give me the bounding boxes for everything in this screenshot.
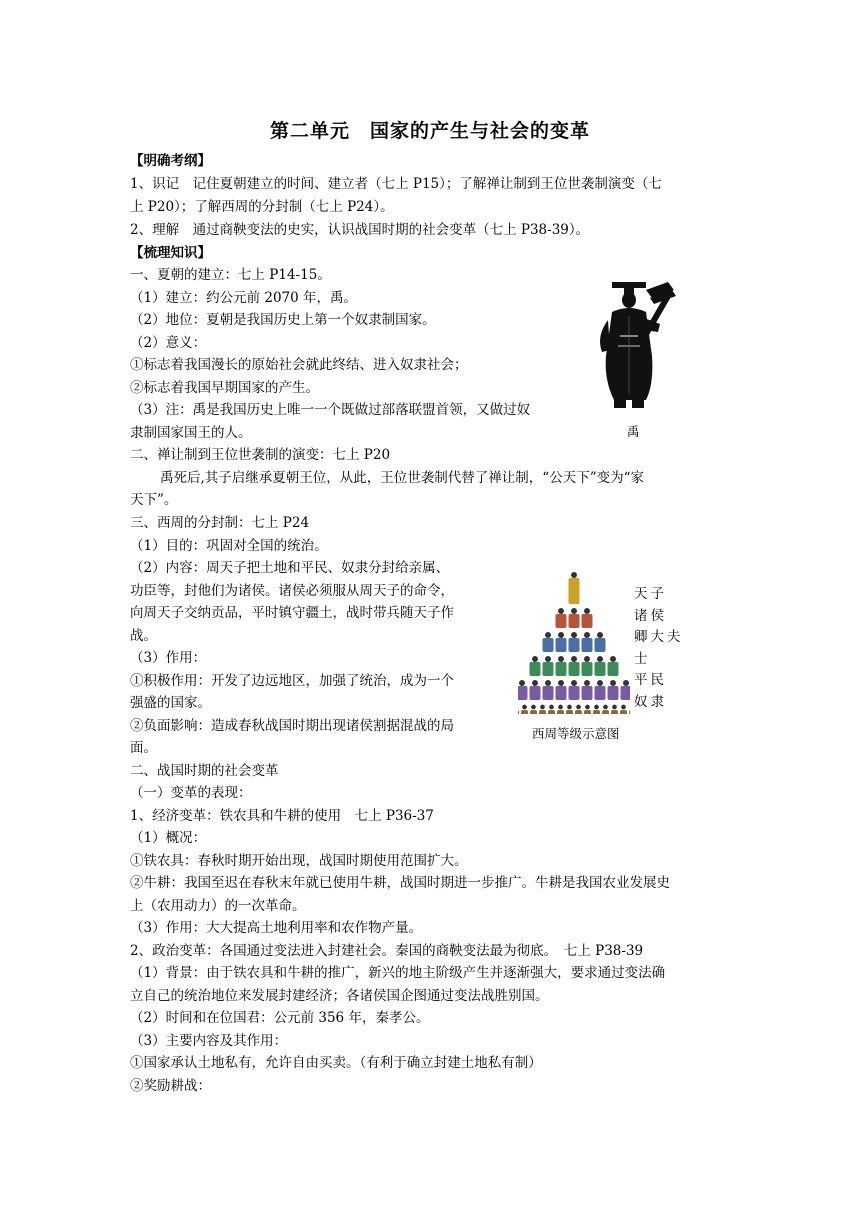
text-line: 二、战国时期的社会变革 (130, 763, 279, 779)
text-line: 上 P20）；了解西周的分封制（七上 P24）。 (130, 199, 394, 215)
text-line: 立自己的统治地位来发展封建经济；各诸侯国企图通过变法战胜别国。 (130, 988, 549, 1004)
yu-figure-image (588, 276, 680, 416)
hierarchy-caption: 西周等级示意图 (532, 726, 620, 741)
text-line: 三、西周的分封制：七上 P24 (130, 515, 310, 531)
text-line: 2、理解 通过商鞅变法的史实，认识战国时期的社会变革（七上 P38-39）。 (130, 222, 590, 238)
text-line: （3）作用： (130, 650, 207, 666)
text-line: ②牛耕：我国至迟在春秋末年就已使用牛耕，战国时期进一步推广。牛耕是我国农业发展史 (130, 875, 670, 891)
text-line: 向周天子交纳贡品，平时镇守疆土，战时带兵随天子作 (130, 605, 454, 621)
text-line: （一）变革的表现： (130, 785, 252, 801)
text-line: （1）概况： (130, 830, 207, 846)
text-line: （3）主要内容及其作用： (130, 1033, 288, 1049)
text-line: （1）背景：由于铁农具和牛耕的推广，新兴的地主阶级产生并逐渐强大，要求通过变法确 (130, 965, 666, 981)
text-line: 禹死后,其子启继承夏朝王位，从此，王位世袭制代替了禅让制，“公天下”变为“家 (160, 470, 644, 486)
text-line: 上（农用动力）的一次革命。 (130, 898, 306, 914)
text-line: 1、经济变革：铁农具和牛耕的使用 七上 P36-37 (130, 808, 434, 824)
text-line: 战。 (130, 628, 157, 644)
text-line: 1、识记 记住夏朝建立的时间、建立者（七上 P15）；了解禅让制到王位世袭制演变（七 (130, 176, 662, 192)
text-line: ②标志着我国早期国家的产生。 (130, 380, 319, 396)
hierarchy-label: 诸侯 (634, 607, 667, 624)
hierarchy-labels (634, 584, 684, 713)
hierarchy-label: 天子 (634, 586, 667, 602)
text-line: 隶制国家国王的人。 (130, 425, 252, 441)
text-line: （2）地位：夏朝是我国历史上第一个奴隶制国家。 (130, 312, 436, 328)
text-line: （3）注：禹是我国历史上唯一一个既做过部落联盟首领，又做过奴 (130, 402, 531, 418)
text-line: （2）时间和在位国君：公元前 356 年，秦孝公。 (130, 1010, 430, 1026)
text-line: 一、夏朝的建立：七上 P14-15。 (130, 267, 331, 283)
western-zhou-hierarchy-image (518, 568, 630, 714)
text-line: 天下”。 (130, 492, 178, 508)
text-line: ②负面影响：造成春秋战国时期出现诸侯割据混战的局 (130, 718, 454, 734)
text-line: ①积极作用：开发了边远地区，加强了统治，成为一个 (130, 673, 454, 689)
text-line: ①铁农具：春秋时期开始出现，战国时期使用范围扩大。 (130, 853, 468, 869)
text-line: ①国家承认土地私有，允许自由买卖。（有利于确立封建土地私有制） (130, 1055, 542, 1071)
section-heading: 【明确考纲】 (130, 153, 211, 169)
text-line: （3）作用：大大提高土地利用率和农作物产量。 (130, 920, 423, 936)
hierarchy-label: 卿大夫 (634, 629, 684, 645)
text-line: （1）建立：约公元前 2070 年，禹。 (130, 290, 358, 306)
hierarchy-label: 士 (634, 650, 651, 667)
text-line: 面。 (130, 740, 157, 756)
hierarchy-label: 平民 (634, 672, 667, 688)
text-line: 2、政治变革：各国通过变法进入封建社会。秦国的商鞅变法最为彻底。 七上 P38-39 (130, 943, 644, 959)
hierarchy-label: 奴隶 (634, 693, 667, 710)
yu-figure-caption: 禹 (627, 424, 640, 439)
page-title: 第二单元 国家的产生与社会的变革 (269, 120, 590, 142)
text-line: （2）内容：周天子把土地和平民、奴隶分封给亲属、 (130, 560, 450, 576)
text-line: （1）目的：巩固对全国的统治。 (130, 538, 328, 554)
text-line: 强盛的国家。 (130, 695, 211, 711)
section-heading: 【梳理知识】 (130, 245, 211, 261)
text-line: （2）意义： (130, 335, 207, 351)
text-line: 功臣等，封他们为诸侯。诸侯必须服从周天子的命令， (130, 583, 454, 599)
text-line: ②奖励耕战： (130, 1078, 211, 1094)
text-line: ①标志着我国漫长的原始社会就此终结、进入奴隶社会； (130, 357, 468, 373)
text-line: 二、禅让制到王位世袭制的演变：七上 P20 (130, 447, 391, 463)
